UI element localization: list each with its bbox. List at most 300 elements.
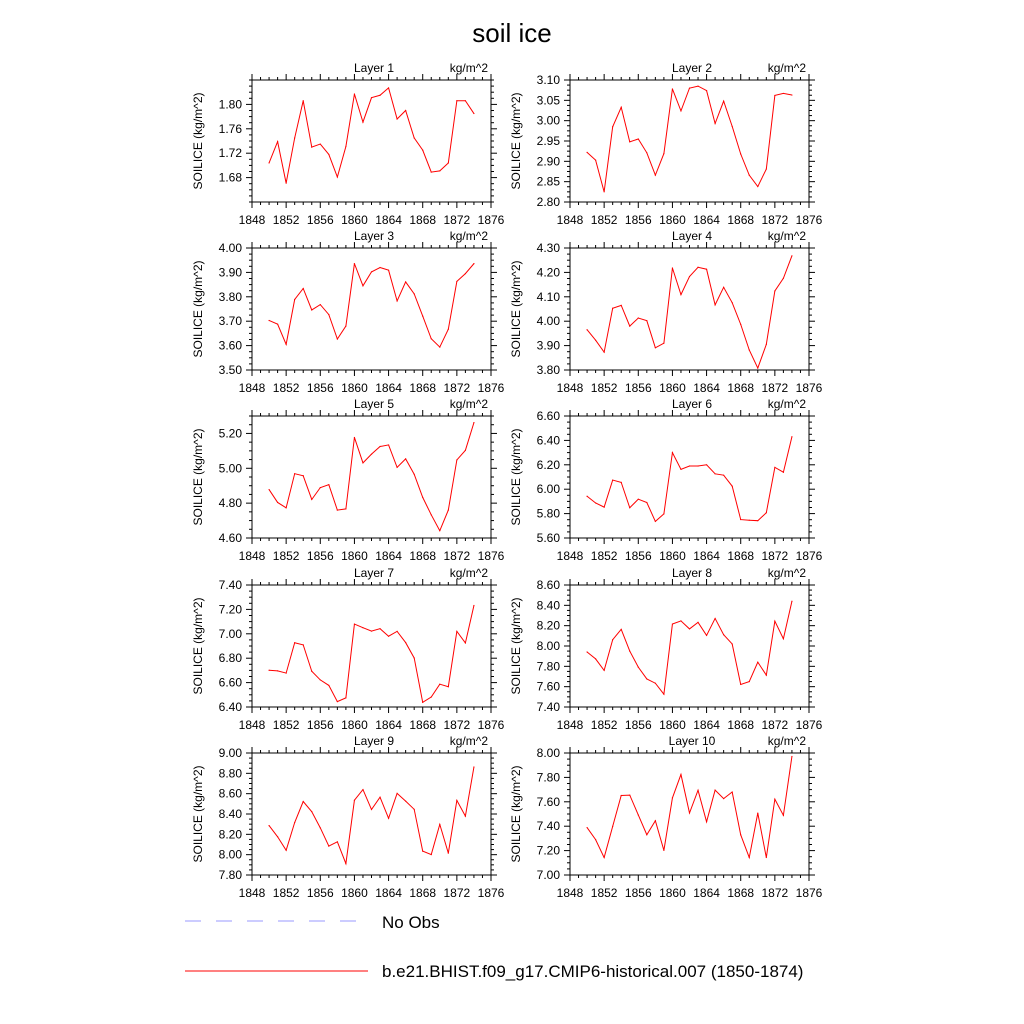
series-line [269, 606, 474, 703]
x-tick-label: 1872 [761, 213, 789, 227]
x-tick-label: 1868 [409, 549, 437, 563]
y-axis-label: SOILICE (kg/m^2) [191, 428, 205, 526]
data-point [311, 671, 312, 672]
data-point [680, 620, 681, 621]
panel-units: kg/m^2 [767, 734, 806, 748]
data-point [354, 93, 355, 94]
x-tick-label: 1852 [590, 549, 618, 563]
data-point [362, 285, 363, 286]
y-tick-label: 8.80 [218, 766, 242, 781]
data-point [431, 696, 432, 697]
y-tick-label: 7.40 [536, 700, 560, 714]
data-point [405, 800, 406, 801]
data-point [604, 857, 605, 858]
y-tick-label: 4.20 [536, 265, 560, 280]
data-point [629, 325, 630, 326]
y-tick-label: 4.00 [218, 241, 242, 255]
chart-panel-layer-4 [509, 229, 823, 395]
x-tick-label: 1852 [590, 213, 618, 227]
data-point [422, 851, 423, 852]
x-tick-label: 1856 [624, 381, 652, 395]
y-tick-label: 7.40 [218, 578, 242, 592]
data-point [405, 110, 406, 111]
y-tick-label: 7.00 [536, 868, 560, 882]
data-point [723, 634, 724, 635]
data-point [473, 605, 474, 606]
data-point [465, 642, 466, 643]
x-tick-label: 1852 [272, 213, 300, 227]
x-tick-label: 1876 [795, 213, 823, 227]
data-point [646, 320, 647, 321]
data-point [672, 797, 673, 798]
data-point [414, 137, 415, 138]
data-point [740, 324, 741, 325]
data-point [766, 675, 767, 676]
data-point [766, 857, 767, 858]
y-tick-label: 5.60 [536, 531, 560, 545]
x-tick-label: 1872 [761, 718, 789, 732]
data-point [766, 344, 767, 345]
data-point [388, 444, 389, 445]
data-point [311, 499, 312, 500]
y-axis-label: SOILICE (kg/m^2) [191, 92, 205, 190]
data-point [672, 267, 673, 268]
data-point [439, 530, 440, 531]
y-tick-label: 7.60 [536, 679, 560, 694]
data-point [345, 863, 346, 864]
data-point [286, 850, 287, 851]
data-point [328, 846, 329, 847]
data-point [268, 320, 269, 321]
y-tick-label: 6.20 [536, 457, 560, 472]
data-point [473, 263, 474, 264]
x-tick-label: 1848 [238, 381, 266, 395]
panel-title: Layer 3 [353, 229, 395, 243]
y-tick-label: 8.40 [218, 807, 242, 821]
y-axis-label: SOILICE (kg/m^2) [191, 765, 205, 863]
data-point [277, 141, 278, 142]
data-point [311, 147, 312, 148]
data-point [397, 631, 398, 632]
series-line [587, 86, 792, 192]
chart-panel-layer-1 [191, 61, 505, 227]
data-point [320, 827, 321, 828]
data-point [749, 520, 750, 521]
data-point [689, 812, 690, 813]
data-point [595, 502, 596, 503]
panel-units: kg/m^2 [767, 229, 806, 243]
data-point [783, 93, 784, 94]
data-point [448, 162, 449, 163]
data-point [337, 176, 338, 177]
data-point [732, 126, 733, 127]
x-tick-label: 1856 [624, 718, 652, 732]
data-point [473, 422, 474, 423]
data-point [672, 623, 673, 624]
y-tick-label: 5.20 [218, 426, 242, 441]
data-point [723, 475, 724, 476]
x-tick-label: 1860 [659, 549, 686, 563]
data-point [715, 123, 716, 124]
data-point [379, 797, 380, 798]
data-point [663, 513, 664, 514]
x-tick-label: 1860 [341, 886, 368, 900]
data-point [680, 110, 681, 111]
x-tick-label: 1856 [306, 886, 334, 900]
data-point [431, 338, 432, 339]
data-point [431, 514, 432, 515]
data-point [715, 473, 716, 474]
data-point [277, 502, 278, 503]
y-tick-label: 4.30 [536, 241, 560, 255]
data-point [791, 601, 792, 602]
data-point [303, 100, 304, 101]
y-tick-label: 8.20 [218, 827, 242, 842]
data-point [422, 315, 423, 316]
data-point [354, 263, 355, 264]
data-point [294, 473, 295, 474]
plot-frame [252, 248, 491, 370]
data-point [638, 138, 639, 139]
data-point [388, 636, 389, 637]
data-point [680, 294, 681, 295]
y-tick-label: 7.80 [536, 770, 560, 785]
data-point [612, 639, 613, 640]
series-line [269, 88, 474, 183]
data-point [732, 791, 733, 792]
y-axis-label: SOILICE (kg/m^2) [509, 260, 523, 358]
x-tick-label: 1856 [624, 213, 652, 227]
data-point [629, 794, 630, 795]
data-point [689, 276, 690, 277]
panel-units: kg/m^2 [449, 566, 488, 580]
data-point [371, 809, 372, 810]
data-point [783, 815, 784, 816]
data-point [595, 839, 596, 840]
data-point [268, 670, 269, 671]
data-point [732, 486, 733, 487]
data-point [774, 467, 775, 468]
x-tick-label: 1876 [795, 718, 823, 732]
data-point [663, 694, 664, 695]
y-tick-label: 8.40 [536, 598, 560, 613]
panel-title: Layer 6 [671, 397, 713, 411]
y-tick-label: 7.40 [536, 819, 560, 834]
x-tick-label: 1852 [272, 381, 300, 395]
panel-title: Layer 7 [353, 566, 395, 580]
data-point [749, 681, 750, 682]
data-point [604, 352, 605, 353]
series-line [269, 767, 474, 864]
data-point [740, 684, 741, 685]
data-point [663, 850, 664, 851]
y-axis-label: SOILICE (kg/m^2) [509, 92, 523, 190]
data-point [749, 349, 750, 350]
x-tick-label: 1868 [409, 381, 437, 395]
x-tick-label: 1856 [306, 213, 334, 227]
data-point [456, 100, 457, 101]
data-point [405, 458, 406, 459]
y-tick-label: 3.80 [218, 289, 242, 304]
y-axis-label: SOILICE (kg/m^2) [509, 428, 523, 526]
data-point [757, 520, 758, 521]
data-point [697, 267, 698, 268]
figure-title: soil ice [472, 18, 552, 48]
data-point [303, 801, 304, 802]
data-point [586, 329, 587, 330]
data-point [328, 314, 329, 315]
data-point [311, 811, 312, 812]
data-point [689, 465, 690, 466]
y-tick-label: 5.00 [218, 461, 242, 476]
data-point [638, 667, 639, 668]
data-point [286, 182, 287, 183]
data-point [345, 146, 346, 147]
data-point [388, 818, 389, 819]
data-point [638, 317, 639, 318]
data-point [646, 152, 647, 153]
data-point [328, 484, 329, 485]
data-point [448, 329, 449, 330]
x-tick-label: 1848 [238, 213, 266, 227]
y-tick-label: 1.68 [218, 170, 242, 185]
data-point [397, 793, 398, 794]
data-point [595, 658, 596, 659]
data-point [371, 271, 372, 272]
data-point [345, 508, 346, 509]
data-point [448, 686, 449, 687]
data-point [431, 854, 432, 855]
y-tick-label: 3.10 [536, 73, 560, 87]
data-point [320, 304, 321, 305]
y-tick-label: 3.80 [536, 363, 560, 377]
data-point [706, 464, 707, 465]
data-point [473, 766, 474, 767]
panel-title: Layer 4 [671, 229, 713, 243]
series-line [587, 601, 792, 694]
data-point [791, 255, 792, 256]
data-point [456, 631, 457, 632]
data-point [586, 496, 587, 497]
x-tick-label: 1864 [693, 381, 720, 395]
x-tick-label: 1864 [375, 718, 402, 732]
data-point [715, 789, 716, 790]
chart-panel-layer-10 [509, 734, 823, 900]
data-point [723, 287, 724, 288]
x-tick-label: 1876 [477, 886, 505, 900]
data-point [732, 302, 733, 303]
chart-panel-layer-7 [191, 566, 505, 732]
data-point [697, 622, 698, 623]
y-tick-label: 7.20 [218, 602, 242, 617]
x-tick-label: 1876 [795, 549, 823, 563]
y-tick-label: 7.80 [218, 868, 242, 882]
data-point [422, 497, 423, 498]
data-point [621, 482, 622, 483]
panel-units: kg/m^2 [449, 61, 488, 75]
data-point [405, 642, 406, 643]
y-tick-label: 6.40 [218, 700, 242, 714]
data-point [379, 267, 380, 268]
data-point [422, 702, 423, 703]
x-tick-label: 1860 [341, 381, 368, 395]
y-tick-label: 6.00 [536, 482, 560, 497]
x-tick-label: 1856 [624, 886, 652, 900]
y-tick-label: 3.90 [536, 338, 560, 353]
data-point [766, 168, 767, 169]
panel-grid [191, 61, 823, 900]
data-point [388, 87, 389, 88]
y-tick-label: 4.60 [218, 531, 242, 545]
panel-title: Layer 10 [668, 734, 716, 748]
x-tick-label: 1868 [727, 213, 755, 227]
y-tick-label: 2.85 [536, 174, 560, 189]
x-tick-label: 1848 [556, 213, 584, 227]
x-tick-label: 1872 [761, 886, 789, 900]
data-point [448, 510, 449, 511]
data-point [456, 800, 457, 801]
x-tick-label: 1848 [556, 718, 584, 732]
x-tick-label: 1872 [443, 381, 471, 395]
y-axis-label: SOILICE (kg/m^2) [191, 260, 205, 358]
data-point [774, 95, 775, 96]
data-point [757, 367, 758, 368]
x-tick-label: 1860 [659, 886, 686, 900]
data-point [286, 344, 287, 345]
y-tick-label: 5.80 [536, 506, 560, 521]
data-point [663, 153, 664, 154]
data-point [362, 627, 363, 628]
x-tick-label: 1848 [556, 381, 584, 395]
data-point [791, 436, 792, 437]
data-point [783, 472, 784, 473]
y-tick-label: 6.80 [218, 651, 242, 666]
y-tick-label: 8.00 [218, 847, 242, 862]
data-point [689, 88, 690, 89]
plot-frame [252, 416, 491, 538]
data-point [303, 288, 304, 289]
data-point [439, 684, 440, 685]
data-point [456, 281, 457, 282]
data-point [294, 137, 295, 138]
chart-panel-layer-5 [191, 397, 505, 563]
plot-frame [570, 248, 809, 370]
x-tick-label: 1876 [477, 213, 505, 227]
data-point [371, 631, 372, 632]
x-tick-label: 1868 [727, 549, 755, 563]
x-tick-label: 1864 [693, 213, 720, 227]
data-point [783, 278, 784, 279]
y-tick-label: 3.90 [218, 265, 242, 280]
x-tick-label: 1864 [693, 886, 720, 900]
data-point [268, 825, 269, 826]
data-point [749, 175, 750, 176]
data-point [791, 756, 792, 757]
data-point [604, 191, 605, 192]
plot-frame [570, 585, 809, 707]
x-tick-label: 1868 [409, 718, 437, 732]
y-tick-label: 7.60 [536, 794, 560, 809]
data-point [697, 790, 698, 791]
series-line [587, 256, 792, 368]
y-tick-label: 2.95 [536, 134, 560, 148]
panel-title: Layer 5 [353, 397, 395, 411]
data-point [337, 510, 338, 511]
x-tick-label: 1868 [727, 381, 755, 395]
data-point [439, 346, 440, 347]
series-line [269, 264, 474, 347]
data-point [766, 512, 767, 513]
data-point [791, 94, 792, 95]
legend-label-model-run: b.e21.BHIST.f09_g17.CMIP6-historical.007 (1850-1874) [382, 962, 804, 981]
data-point [337, 701, 338, 702]
data-point [723, 798, 724, 799]
data-point [294, 642, 295, 643]
data-point [345, 325, 346, 326]
x-tick-label: 1876 [477, 381, 505, 395]
data-point [337, 338, 338, 339]
data-point [655, 820, 656, 821]
x-tick-label: 1864 [375, 381, 402, 395]
x-tick-label: 1856 [306, 718, 334, 732]
x-tick-label: 1872 [761, 381, 789, 395]
data-point [646, 502, 647, 503]
data-point [706, 635, 707, 636]
data-point [303, 475, 304, 476]
y-axis-label: SOILICE (kg/m^2) [191, 597, 205, 695]
y-axis-label: SOILICE (kg/m^2) [509, 597, 523, 695]
x-tick-label: 1852 [272, 886, 300, 900]
data-point [379, 95, 380, 96]
data-point [277, 670, 278, 671]
x-tick-label: 1876 [795, 886, 823, 900]
data-point [379, 628, 380, 629]
y-tick-label: 7.80 [536, 659, 560, 674]
plot-frame [570, 80, 809, 202]
panel-title: Layer 2 [671, 61, 713, 75]
y-tick-label: 6.40 [536, 433, 560, 448]
data-point [612, 479, 613, 480]
data-point [680, 774, 681, 775]
data-point [604, 507, 605, 508]
data-point [414, 657, 415, 658]
data-point [621, 107, 622, 108]
data-point [621, 629, 622, 630]
data-point [612, 126, 613, 127]
data-point [740, 834, 741, 835]
data-point [740, 519, 741, 520]
x-tick-label: 1872 [443, 718, 471, 732]
data-point [345, 697, 346, 698]
data-point [706, 821, 707, 822]
data-point [294, 299, 295, 300]
data-point [604, 670, 605, 671]
x-tick-label: 1860 [341, 213, 368, 227]
data-point [439, 170, 440, 171]
data-point [655, 683, 656, 684]
y-tick-label: 3.50 [218, 363, 242, 377]
series-line [587, 437, 792, 522]
data-point [586, 651, 587, 652]
data-point [672, 452, 673, 453]
x-tick-label: 1856 [624, 549, 652, 563]
data-point [655, 175, 656, 176]
data-point [586, 827, 587, 828]
chart-panel-layer-2 [509, 61, 823, 227]
data-point [362, 789, 363, 790]
data-point [706, 90, 707, 91]
data-point [638, 814, 639, 815]
